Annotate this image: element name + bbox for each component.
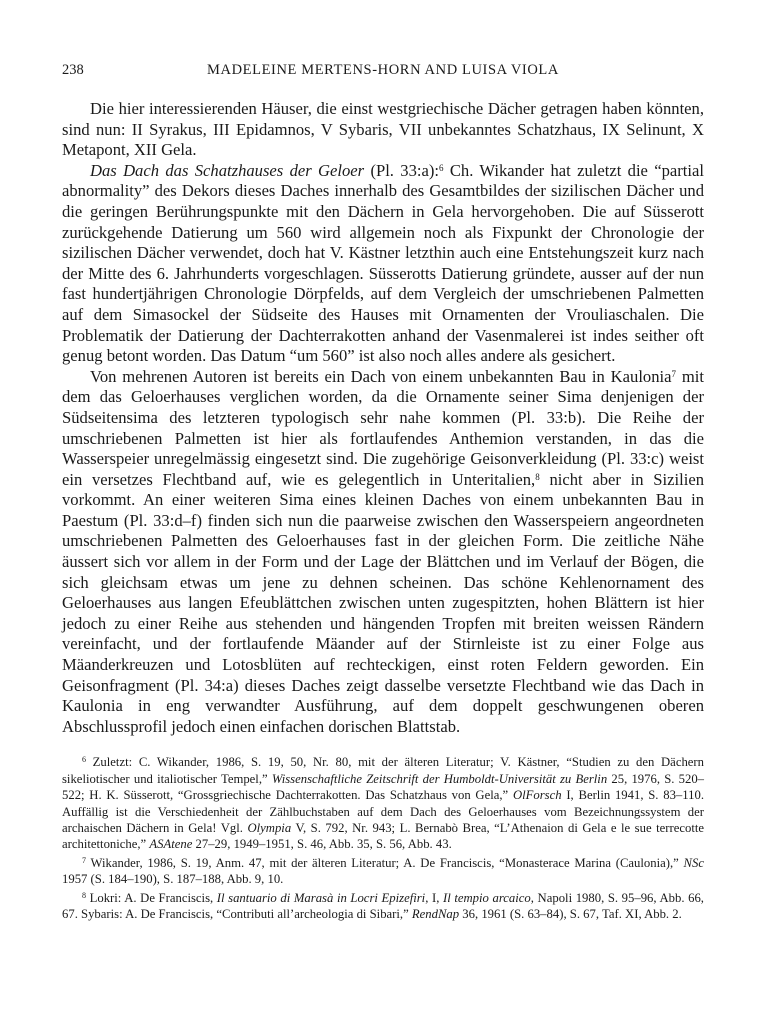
paragraph: Das Dach das Schatzhauses der Geloer (Pl. 33:a):$^6$ Ch. Wikander hat zuletzt die “partial abnormality” des Dekors dieses Daches innerhalb des Gesamtbildes der sizilischen Dächer und die geringen Berührungspunkte mit den Dächern in Gela hervorgehoben. Die auf Süsserott zurückgehende Datierung um 560 wird allgemein noch als Fixpunkt der Chronologie der sizilischen Dächer verwendet, doch hat V. Kästner letzthin auch eine Entstehungszeit kurz nach der Mitte des 6. Jahrhunderts vorgeschlagen. Süsserotts Datierung gründete, ausser auf der nun fast hundertjährigen Chronologie Dörpfelds, auf dem Vergleich der umschriebenen Palmetten auf dem Simasockel der Südseite des Hauses mit Ornamenten der Vrouliaschalen. Die Problematik der Datierung der Dachterrakotten anhand der Vasenmalerei ist indes seither oft genug betont worden. Das Datum “um 560” ist also noch alles andere als gesichert.: [62, 160, 704, 366]
footnote-ref[interactable]: 7: [671, 368, 676, 379]
footnote: $^6$ Zuletzt: C. Wikander, 1986, S. 19, 50, Nr. 80, mit der älteren Literatur; V. Kästner, “Studien zu den Dächern sikeliotischer und italiotischer Tempel,” Wissenschaftliche Zeitschrift der Humboldt-Universität zu Berlin 25, 1976, S. 520–522; H. K. Süsserott, “Grossgriechische Dachterrakotten. Das Schatzhaus von Gela,” OlForsch I, Berlin 1941, S. 83–110. Auffällig ist die Verschiedenheit der Zählbuchstaben auf dem Dach des Geloerhauses vom Bezeichnungssystem der archaischen Dächern in Gela! Vgl. Olympia V, S. 792, Nr. 943; L. Bernabò Brea, “L’Athenaion di Gela e le sue terrecotte architettoniche,” ASAtene 27–29, 1949–1951, S. 46, Abb. 35, S. 56, Abb. 43.: [62, 755, 705, 852]
body-text: [62, 99, 704, 737]
footnotes: [62, 754, 704, 922]
paragraph: Von mehrenen Autoren ist bereits ein Dach von einem unbekannten Bau in Kaulonia$^7$ mit dem das Geloerhauses verglichen worden, da die Ornamente seiner Sima denjenigen der Südseitensima des letzteren typologisch sehr nahe kommen (Pl. 33:b). Die Reihe der umschriebenen Palmetten ist hier als fortlaufendes Anthemion verstanden, in das die Wasserspeier unregelmässig eingesetzt sind. Die zugehörige Geisonverkleidung (Pl. 33:c) weist ein versetzes Flechtband auf, wie es gelegentlich in Unteritalien,$^8$ nicht aber in Sizilien vorkommt. An einer weiteren Sima eines kleinen Daches von einem unbekannten Bau in Paestum (Pl. 33:d–f) finden sich nun die paarweise zwischen den Wasserspeiern angeordneten umschriebenen Palmetten des Geloerhauses fast in der gleichen Form. Die zeitliche Nähe äussert sich vor allem in der Form und der Lage der Blättchen und im Verlauf der Bögen, die sich gleichsam etwas um jene zu dehnen scheinen. Das schöne Kehlenornament des Geloerhauses aus langen Efeublättchen zwischen unten zugespitzten, hohen Blättern ist hier jedoch zu einer Reihe aus stehenden und hängenden Tropfen mit breiten weissen Rändern vereinfacht, und der fortlaufende Mäander auf der Stirnleiste ist zu einer Folge aus Mäanderkreuzen und Lotosblüten auf rechteckigen, einst roten Feldern geworden. Ein Geisonfragment (Pl. 34:a) dieses Daches zeigt dasselbe versetzte Flechtband wie das Dach in Kaulonia in eng verwandter Ausführung, auf dem doppelt geschwungenen oberen Abschlussprofil jedoch einen einfachen dorischen Blattstab.: [62, 366, 704, 736]
section-heading: Das Dach das Schatzhauses der Geloer: [90, 160, 365, 180]
page-header: [62, 62, 704, 84]
page: [62, 62, 704, 924]
footnote: $^8$ Lokri: A. De Franciscis, Il santuario di Marasà in Locri Epizefiri, I, Il tempio arcaico, Napoli 1980, S. 95–96, Abb. 66, 67. Sybaris: A. De Franciscis, “Contributi all’archeologia di Sibari,” RendNap 36, 1961 (S. 63–84), S. 67, Taf. XI, Abb. 2.: [62, 890, 704, 922]
footnote-ref[interactable]: 8: [535, 471, 540, 482]
footnote-ref[interactable]: 6: [439, 162, 444, 173]
footnote-number: 6: [82, 755, 86, 765]
running-title: MADELEINE MERTENS-HORN AND LUISA VIOLA: [207, 62, 559, 78]
footnote-number: 8: [82, 890, 86, 900]
footnote: $^7$ Wikander, 1986, S. 19, Anm. 47, mit der älteren Literatur; A. De Franciscis, “Monasterace Marina (Caulonia),” NSc 1957 (S. 184–190), S. 187–188, Abb. 9, 10.: [62, 855, 704, 887]
footnote-number: 7: [82, 855, 86, 865]
page-number: 238: [62, 62, 84, 78]
paragraph: Die hier interessierenden Häuser, die einst westgriechische Dächer getragen haben könnten, sind nun: II Syrakus, III Epidamnos, V Sybaris, VII unbekanntes Schatzhaus, IX Selinunt, X Metapont, XII Gela.: [62, 99, 704, 160]
